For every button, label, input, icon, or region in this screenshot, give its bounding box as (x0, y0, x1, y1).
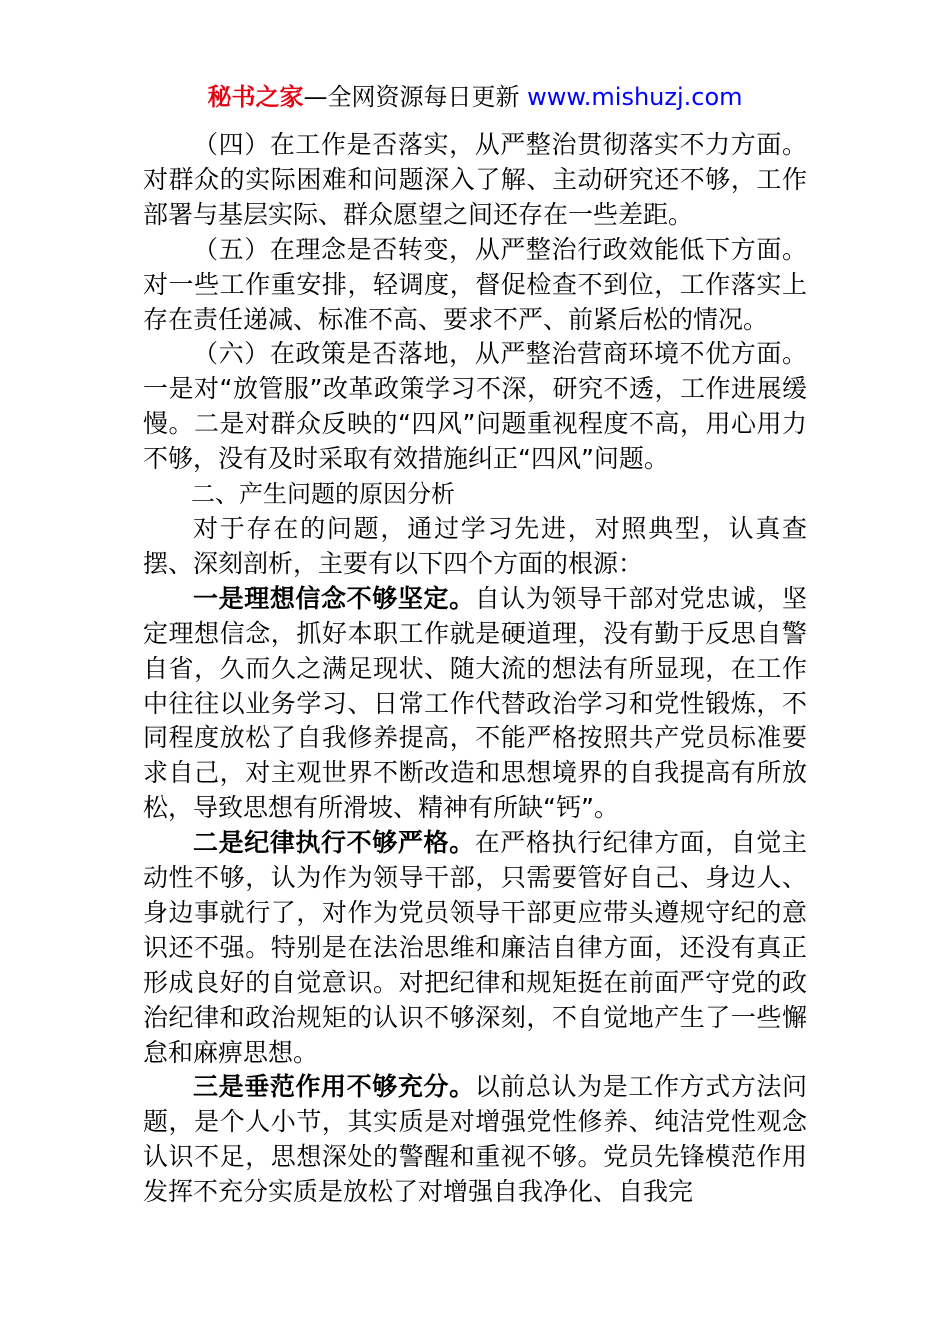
paragraph-text: （四）在工作是否落实，从严整治贯彻落实不力方面。对群众的实际困难和问题深入了解、主动研究还不够，工作部署与基层实际、群众愿望之间还存在一些差距。 (143, 130, 807, 229)
brand-name: 秘书之家 (207, 83, 304, 111)
paragraph-lead: 三是垂范作用不够充分。 (193, 1072, 475, 1102)
paragraph-text: 自认为领导干部对党忠诚，坚定理想信念，抓好本职工作就是硬道理，没有勤于反思自警自省，久而久之满足现状、随大流的想法有所显现，在工作中往往以业务学习、日常工作代替政治学习和党性锻炼，不同程度放松了自我修养提高，不能严格按照共产党员标准要求自己，对主观世界不断改造和思想境界的自我提高有所放松，导致思想有所滑坡、精神有所缺“钙”。 (143, 583, 807, 823)
paragraph-4 (143, 128, 807, 233)
header-tagline: —全网资源每日更新 (303, 83, 528, 111)
section-heading-text: 二、产生问题的原因分析 (191, 480, 455, 509)
paragraph-cause-3 (143, 1070, 807, 1210)
paragraph-lead: 二是纪律执行不够严格。 (193, 828, 475, 858)
paragraph-text: （六）在政策是否落地，从严整治营商环境不优方面。一是对“放管服”改革政策学习不深，研究不透，工作进展缓慢。二是对群众反映的“四风”问题重视程度不高，用心用力不够，没有及时采取有效措施纠正“四风”问题。 (143, 339, 807, 474)
paragraph-6 (143, 337, 807, 477)
paragraph-5 (143, 233, 807, 338)
paragraph-cause-1 (143, 582, 807, 826)
site-url-link[interactable]: www.mishuzj.com (527, 83, 743, 111)
paragraph-lead: 一是理想信念不够坚定。 (193, 583, 475, 613)
paragraph-text: 在严格执行纪律方面，自觉主动性不够，认为作为领导干部，只需要管好自己、身边人、身边事就行了，对作为党员领导干部更应带头遵规守纪的意识还不强。特别是在法治思维和廉洁自律方面，还没有真正形成良好的自觉意识。对把纪律和规矩挺在前面严守党的政治纪律和政治规矩的认识不够深刻，不自觉地产生了一些懈怠和麻痹思想。 (143, 828, 807, 1067)
paragraph-intro (143, 512, 807, 582)
section-heading (143, 477, 807, 512)
site-header (0, 80, 950, 114)
paragraph-text: （五）在理念是否转变，从严整治行政效能低下方面。对一些工作重安排，轻调度，督促检查不到位，工作落实上存在责任递减、标准不高、要求不严、前紧后松的情况。 (143, 234, 807, 334)
document-body (143, 128, 807, 1210)
paragraph-text: 以前总认为是工作方式方法问题，是个人小节，其实质是对增强党性修养、纯洁党性观念认识不足，思想深处的警醒和重视不够。党员先锋模范作用发挥不充分实质是放松了对增强自我净化、自我完 (143, 1072, 807, 1207)
paragraph-text: 对于存在的问题，通过学习先进，对照典型，认真查摆、深刻剖析，主要有以下四个方面的根源： (143, 513, 807, 578)
paragraph-cause-2 (143, 826, 807, 1070)
